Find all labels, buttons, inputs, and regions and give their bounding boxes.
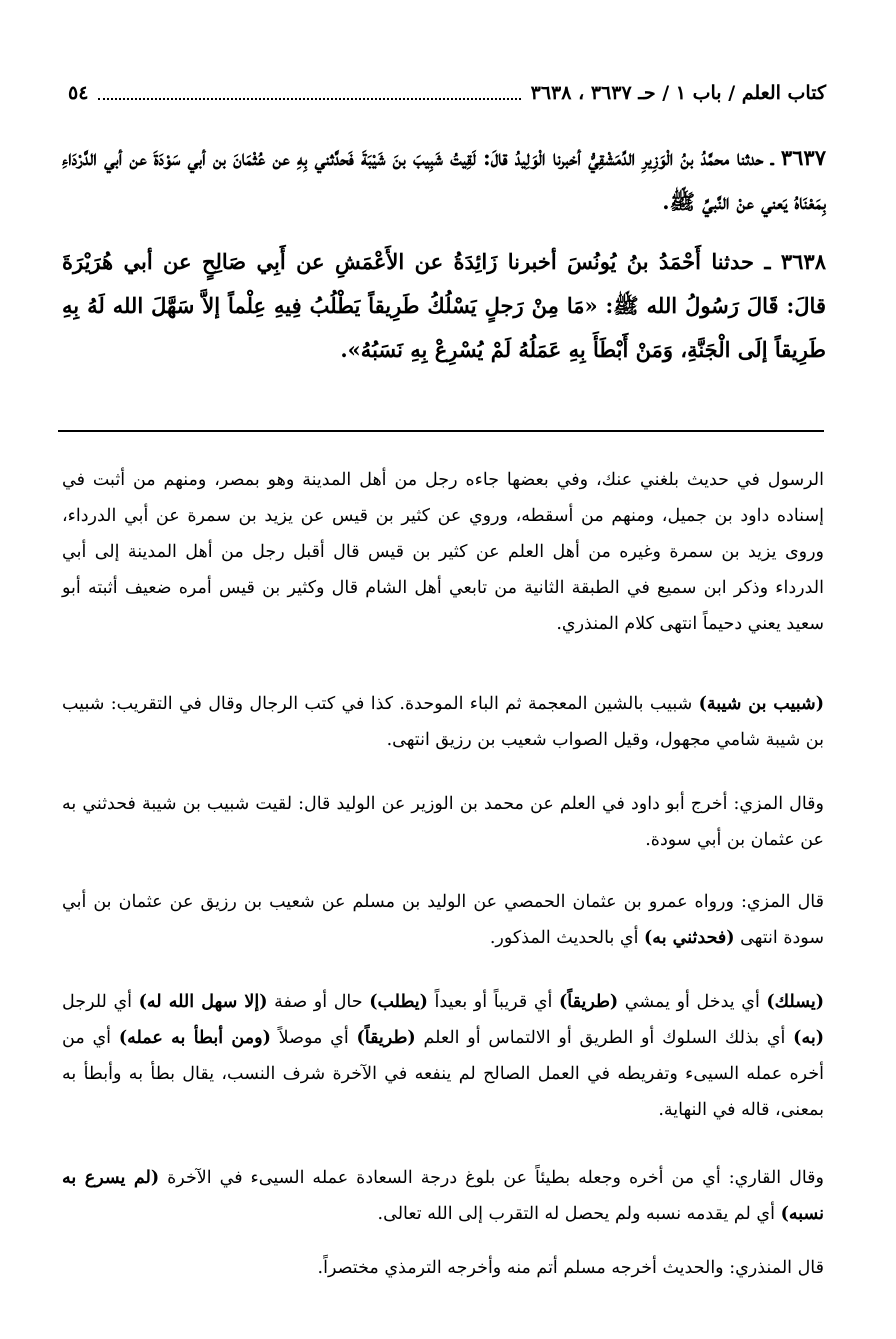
section-divider	[58, 430, 824, 432]
commentary-term: (به)	[793, 1028, 824, 1048]
commentary-term: (شبيب بن شيبة)	[698, 694, 824, 714]
commentary-para-1	[62, 462, 824, 642]
commentary-para-7	[62, 1250, 824, 1286]
commentary-text: أي بذلك السلوك أو الطريق أو الالتماس أو العلم	[415, 1028, 794, 1048]
commentary-text: الرسول في حديث بلغني عنك، وفي بعضها جاءه رجل من أهل المدينة وهو بمصر، ومنهم من أثبت في إسناده داود بن جميل، ومنهم من أسقطه، وروي عن كثير بن قيس عن يزيد بن سمرة عن أبي الدرداء، وروى يزيد بن سمرة وغيره من أهل العلم عن كثير بن قيس قال أقبل رجل من أهل المدينة إلى أبي الدرداء وذكر ابن سميع في الطبقة الثانية من تابعي أهل الشام قال وكثير بن قيس أمره ضعيف أثبته أبو سعيد يعني دحيماً انتهى كلام المنذري.	[62, 470, 824, 634]
commentary-para-4	[62, 884, 824, 956]
hadith-number: ٣٦٣٨	[780, 249, 826, 274]
running-header	[62, 76, 826, 110]
commentary-text: شبيب بالشين المعجمة ثم الباء الموحدة. كذا في كتب الرجال وقال في التقريب: شبيب بن شيبة شامي مجهول، وقيل الصواب شعيب بن رزيق انتهى.	[62, 694, 824, 750]
commentary-text: أي قريباً أو بعيداً	[427, 992, 559, 1012]
commentary-term: (إلا سهل الله له)	[138, 992, 268, 1012]
commentary-text: أي لم يقدمه نسبه ولم يحصل له التقرب إلى الله تعالى.	[377, 1204, 781, 1224]
commentary-term: (يسلك)	[766, 992, 824, 1012]
commentary-text: أي بالحديث المذكور.	[489, 928, 645, 948]
commentary-text: وقال المزي: أخرج أبو داود في العلم عن محمد بن الوزير عن الوليد قال: لقيت شبيب بن شيبة فحدثني به عن عثمان بن أبي سودة.	[62, 794, 824, 850]
commentary-text: وقال القاري: أي من أخره وجعله بطيئاً عن بلوغ درجة السعادة عمله السيىء في الآخرة	[159, 1168, 824, 1188]
hadith-number: ٣٦٣٧	[780, 145, 826, 170]
commentary-term: (طريقاً)	[559, 992, 619, 1012]
commentary-text: أي موصلاً	[270, 1028, 357, 1048]
commentary-term: (طريقاً)	[356, 1028, 416, 1048]
commentary-term: (يطلب)	[369, 992, 428, 1012]
commentary-para-2	[62, 686, 824, 758]
hadith-3638	[62, 240, 826, 372]
commentary-term: (فحدثني به)	[644, 928, 735, 948]
commentary-para-3	[62, 786, 824, 858]
hadith-text: ـ حدثنا محمَّدُ بنُ الْوَزِيرِ الدِّمَشْقِيُّ أخبرنا الْوَلِيدُ قالَ: لَقِيتُ شَبِيبَ بنَ شَيْبَةَ فَحدَّثني بِهِ عن عُثْمَانَ بن أبي سَوْدَةَ عن أبي الدَّرْدَاءِ بِمَعْنَاهُ يَعني عنْ النَّبيِّ ﷺ.	[62, 145, 826, 214]
header-dot-leader	[98, 98, 520, 100]
commentary-term: (لم يسرع به نسبه)	[62, 1168, 824, 1224]
page-number: ٥٤	[68, 82, 89, 104]
commentary-text: أي يدخل أو يمشي	[618, 992, 767, 1012]
commentary-text: قال المزي: ورواه عمرو بن عثمان الحمصي عن الوليد بن مسلم عن شعيب بن رزيق عن عثمان بن أبي سودة انتهى	[62, 892, 824, 948]
commentary-text: حال أو صفة	[267, 992, 370, 1012]
commentary-text: أي للرجل	[62, 992, 139, 1012]
hadith-3637	[62, 136, 826, 224]
commentary-text: قال المنذري: والحديث أخرجه مسلم أتم منه وأخرجه الترمذي مختصراً.	[317, 1258, 824, 1278]
commentary-term: (ومن أبطأ به عمله)	[118, 1028, 271, 1048]
commentary-text: أي من أخره عمله السيىء وتفريطه في العمل الصالح لم ينفعه في الآخرة شرف النسب، يقال بطأ به وأبطأ به بمعنى، قاله في النهاية.	[62, 1028, 824, 1120]
commentary-para-6	[62, 1160, 824, 1232]
hadith-text: ـ حدثنا أَحْمَدُ بنُ يُونُسَ أخبرنا زَائِدَةُ عن الأَعْمَشِ عن أَبِي صَالِحٍ عن أبي هُرَيْرَةَ قالَ: قَالَ رَسُولُ الله ﷺ: «مَا مِنْ رَجلٍ يَسْلُكُ طَرِيقاً يَطْلُبُ فِيهِ عِلْماً إلاَّ سَهَّلَ الله لَهُ بِهِ طَرِيقاً إلَى الْجَنَّةِ، وَمَنْ أَبْطَأَ بِهِ عَمَلُهُ لَمْ يُسْرِعْ بِهِ نَسَبُهُ».	[62, 249, 826, 362]
commentary-para-5	[62, 984, 824, 1128]
header-title: كتاب العلم / باب ١ / حـ ٣٦٣٧ ، ٣٦٣٨	[530, 82, 826, 104]
